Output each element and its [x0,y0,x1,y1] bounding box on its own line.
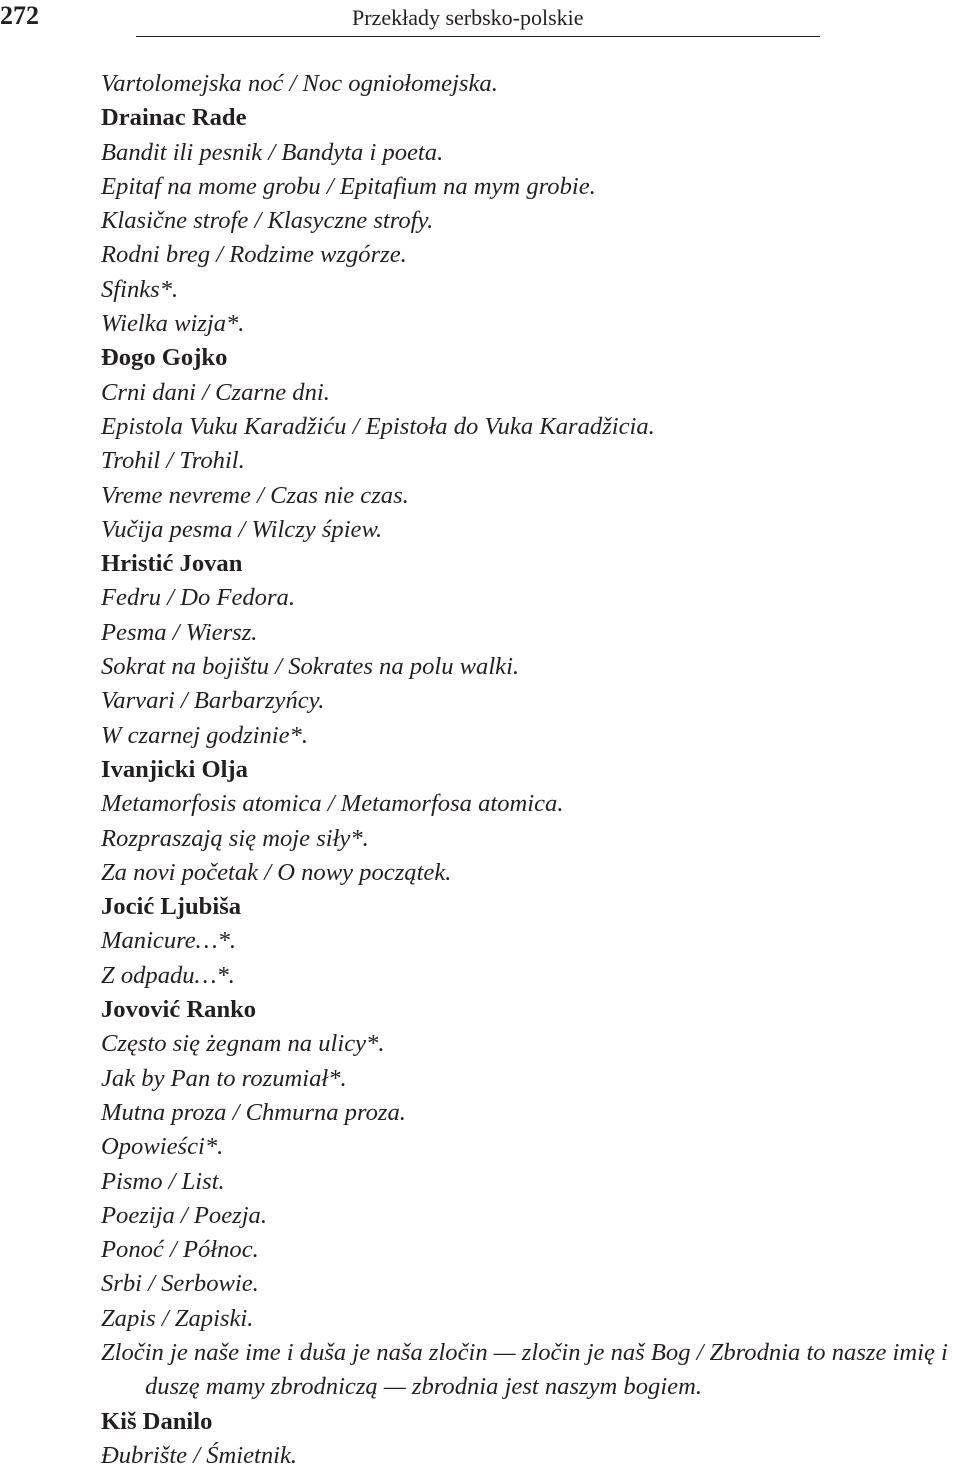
poem-title-entry: Trohil / Trohil. [101,447,245,475]
poem-title-entry: Srbi / Serbowie. [101,1270,259,1298]
poem-title-entry: Đubrište / Śmietnik. [101,1441,298,1469]
poem-title-entry: Z odpadu…*. [101,961,235,989]
poem-title-entry: Mutna proza / Chmurna proza. [101,1098,406,1126]
running-head-title: Przekłady serbsko-polskie [352,5,584,30]
page-number: 272 [0,1,39,30]
author-heading: Hristić Jovan [101,550,243,578]
poem-title-entry: Wielka wizja*. [101,310,245,338]
poem-title-entry: Vučija pesma / Wilczy śpiew. [101,515,383,543]
poem-title-entry: Jak by Pan to rozumiał*. [101,1064,347,1092]
poem-title-entry: Pesma / Wiersz. [101,618,258,646]
poem-title-entry: Varvari / Barbarzyńcy. [101,687,325,715]
header-rule [136,36,820,37]
poem-title-entry: Zločin je naše ime i duša je naša zločin — zločin je naš Bog / Zbrodnia to nasze imię i duszę mamy zbrodniczą — zbrodnia jest naszym bogiem. [101,1338,948,1401]
poem-title-entry: Poezija / Poezja. [101,1201,267,1229]
author-heading: Jovović Ranko [101,996,257,1024]
poem-title-entry: Rozpraszają się moje siły*. [101,824,369,852]
author-heading: Đogo Gojko [101,344,228,372]
author-heading: Ivanjicki Olja [101,755,248,783]
poem-title-entry: Vreme nevreme / Czas nie czas. [101,481,409,509]
poem-title-entry: Epistola Vuku Karadžiću / Epistoła do Vuka Karadžicia. [101,412,655,440]
poem-title-entry: Sfinks*. [101,275,179,303]
poem-title-entry: Ponoć / Północ. [101,1236,259,1264]
poem-title-entry: Sokrat na bojištu / Sokrates na polu walki. [101,653,520,681]
poem-title-entry: Epitaf na mome grobu / Epitafium na mym grobie. [101,172,596,200]
poem-title-entry: Manicure…*. [101,927,237,955]
author-heading: Kiš Danilo [101,1407,213,1435]
poem-title-entry: Klasične strofe / Klasyczne strofy. [101,207,434,235]
poem-title-entry: Metamorfosis atomica / Metamorfosa atomica. [101,790,564,818]
poem-title-entry: W czarnej godzinie*. [101,721,308,749]
poem-title-entry: Bandit ili pesnik / Bandyta i poeta. [101,138,444,166]
poem-title-entry: Crni dani / Czarne dni. [101,378,330,406]
poem-title-entry: Często się żegnam na ulicy*. [101,1030,385,1058]
poem-title-entry: Vartolomejska noć / Noc ogniołomejska. [101,70,498,97]
author-heading: Jocić Ljubiša [101,893,242,921]
poem-title-entry: Za novi početak / O nowy początek. [101,858,452,886]
poem-title-entry: Fedru / Do Fedora. [101,584,295,612]
poem-title-entry: Rodni breg / Rodzime wzgórze. [101,241,407,269]
index-entry-list [101,67,960,1473]
poem-title-entry: Pismo / List. [101,1167,225,1195]
poem-title-entry: Opowieści*. [101,1133,224,1161]
author-heading: Drainac Rade [101,104,247,132]
poem-title-entry: Zapis / Zapiski. [101,1304,254,1332]
